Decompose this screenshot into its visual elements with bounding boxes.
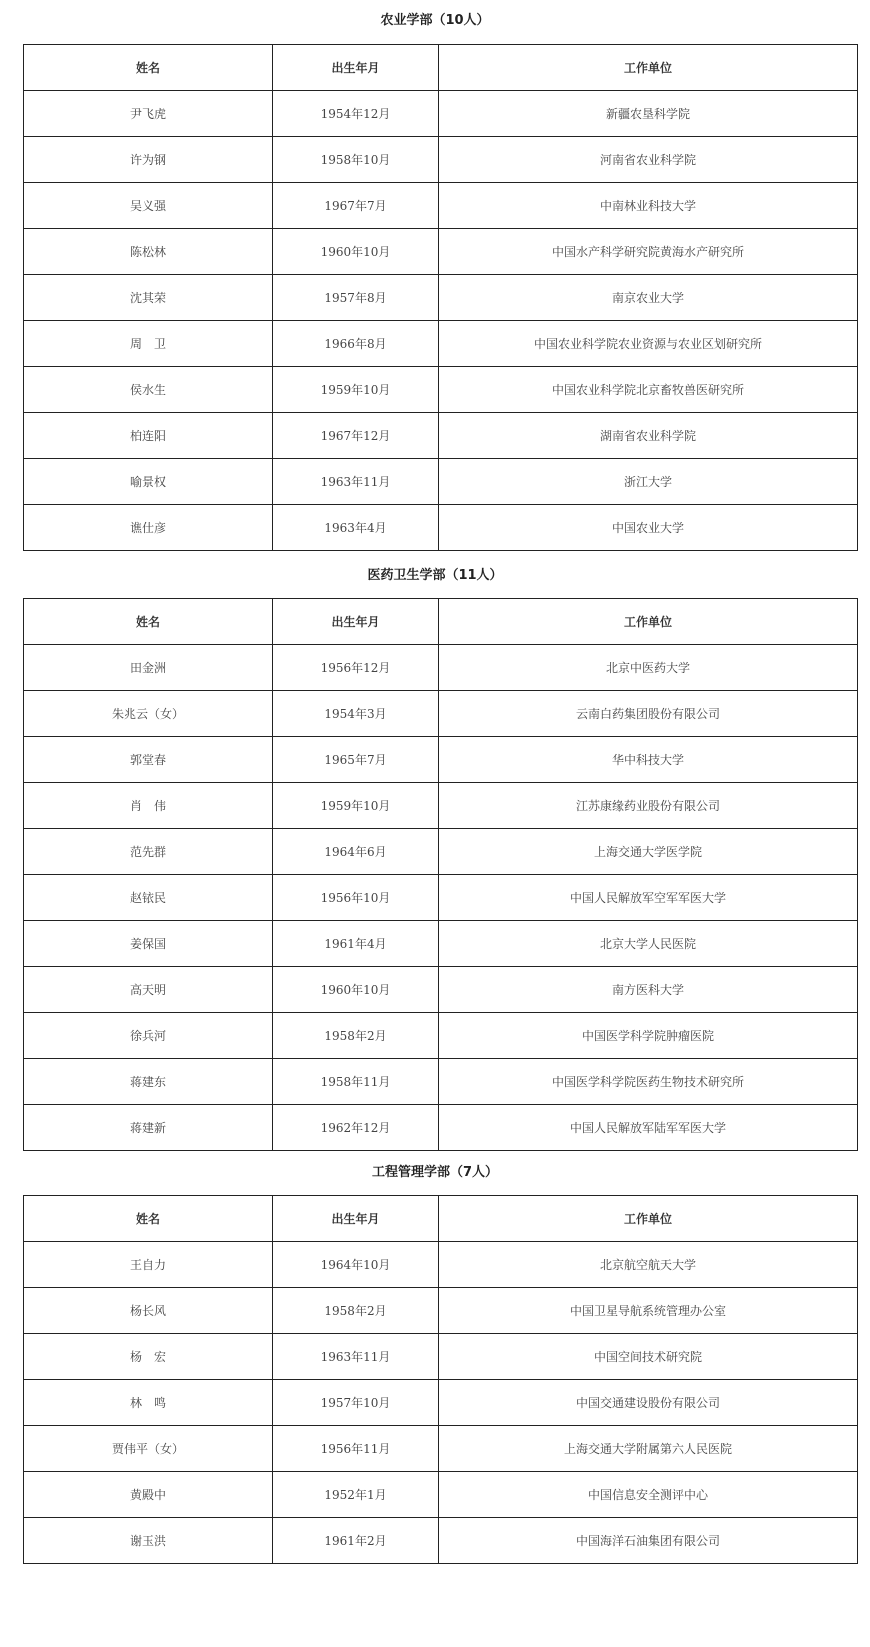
member-name: 谯仕彦 — [24, 505, 273, 551]
table-row — [24, 413, 858, 459]
table-row — [24, 1105, 858, 1151]
member-name: 林 鸣 — [24, 1380, 273, 1426]
table-row — [24, 229, 858, 275]
member-birth-date: 1961年2月 — [273, 1518, 439, 1564]
member-birth-date: 1964年6月 — [273, 829, 439, 875]
table-row — [24, 1013, 858, 1059]
member-name: 徐兵河 — [24, 1013, 273, 1059]
member-work-unit: 中国人民解放军陆军军医大学 — [439, 1105, 858, 1151]
table-row — [24, 1472, 858, 1518]
member-work-unit: 北京中医药大学 — [439, 645, 858, 691]
member-work-unit: 中国水产科学研究院黄海水产研究所 — [439, 229, 858, 275]
member-birth-date: 1956年12月 — [273, 645, 439, 691]
table-row — [24, 459, 858, 505]
member-name: 杨 宏 — [24, 1334, 273, 1380]
member-name: 周 卫 — [24, 321, 273, 367]
table-row — [24, 1426, 858, 1472]
member-work-unit: 中国农业科学院农业资源与农业区划研究所 — [439, 321, 858, 367]
table-row — [24, 1288, 858, 1334]
member-name: 王自力 — [24, 1242, 273, 1288]
table-row — [24, 1518, 858, 1564]
member-work-unit: 中国人民解放军空军军医大学 — [439, 875, 858, 921]
member-name: 柏连阳 — [24, 413, 273, 459]
member-name: 田金洲 — [24, 645, 273, 691]
table-header-row — [24, 599, 858, 645]
member-birth-date: 1957年8月 — [273, 275, 439, 321]
member-name: 喻景权 — [24, 459, 273, 505]
member-birth-date: 1961年4月 — [273, 921, 439, 967]
member-birth-date: 1958年2月 — [273, 1288, 439, 1334]
member-work-unit: 中国空间技术研究院 — [439, 1334, 858, 1380]
member-birth-date: 1965年7月 — [273, 737, 439, 783]
member-birth-date: 1958年10月 — [273, 137, 439, 183]
member-work-unit: 上海交通大学医学院 — [439, 829, 858, 875]
member-work-unit: 中南林业科技大学 — [439, 183, 858, 229]
member-birth-date: 1954年12月 — [273, 91, 439, 137]
member-work-unit: 华中科技大学 — [439, 737, 858, 783]
members-table-medicine — [23, 598, 858, 1151]
member-birth-date: 1967年7月 — [273, 183, 439, 229]
member-birth-date: 1963年11月 — [273, 459, 439, 505]
member-name: 肖 伟 — [24, 783, 273, 829]
member-work-unit: 江苏康缘药业股份有限公司 — [439, 783, 858, 829]
table-row — [24, 967, 858, 1013]
member-birth-date: 1959年10月 — [273, 783, 439, 829]
member-work-unit: 上海交通大学附属第六人民医院 — [439, 1426, 858, 1472]
member-birth-date: 1952年1月 — [273, 1472, 439, 1518]
member-birth-date: 1960年10月 — [273, 967, 439, 1013]
table-header-row — [24, 45, 858, 91]
table-row — [24, 91, 858, 137]
table-row — [24, 829, 858, 875]
member-name: 高天明 — [24, 967, 273, 1013]
table-row — [24, 137, 858, 183]
header-work-unit: 工作单位 — [439, 1196, 858, 1242]
member-birth-date: 1956年11月 — [273, 1426, 439, 1472]
table-row — [24, 1380, 858, 1426]
table-row — [24, 645, 858, 691]
member-name: 姜保国 — [24, 921, 273, 967]
member-work-unit: 湖南省农业科学院 — [439, 413, 858, 459]
table-row — [24, 875, 858, 921]
member-birth-date: 1962年12月 — [273, 1105, 439, 1151]
member-name: 赵铱民 — [24, 875, 273, 921]
member-work-unit: 中国海洋石油集团有限公司 — [439, 1518, 858, 1564]
members-table-engineering-management — [23, 1195, 858, 1564]
member-birth-date: 1963年11月 — [273, 1334, 439, 1380]
member-name: 杨长风 — [24, 1288, 273, 1334]
table-row — [24, 737, 858, 783]
member-name: 许为钢 — [24, 137, 273, 183]
member-work-unit: 中国交通建设股份有限公司 — [439, 1380, 858, 1426]
member-work-unit: 新疆农垦科学院 — [439, 91, 858, 137]
member-work-unit: 中国医学科学院肿瘤医院 — [439, 1013, 858, 1059]
header-work-unit: 工作单位 — [439, 599, 858, 645]
member-name: 范先群 — [24, 829, 273, 875]
members-table-agriculture — [23, 44, 858, 551]
table-row — [24, 921, 858, 967]
member-work-unit: 中国农业科学院北京畜牧兽医研究所 — [439, 367, 858, 413]
member-work-unit: 中国农业大学 — [439, 505, 858, 551]
member-name: 吴义强 — [24, 183, 273, 229]
member-name: 黄殿中 — [24, 1472, 273, 1518]
member-birth-date: 1956年10月 — [273, 875, 439, 921]
section-title-agriculture: 农业学部（10人） — [380, 13, 490, 28]
table-row — [24, 1334, 858, 1380]
header-name: 姓名 — [24, 45, 273, 91]
table-row — [24, 183, 858, 229]
member-work-unit: 南方医科大学 — [439, 967, 858, 1013]
member-birth-date: 1966年8月 — [273, 321, 439, 367]
member-name: 朱兆云（女） — [24, 691, 273, 737]
header-name: 姓名 — [24, 599, 273, 645]
section-title-engineering-management: 工程管理学部（7人） — [371, 1165, 499, 1180]
header-birth-date: 出生年月 — [273, 45, 439, 91]
member-birth-date: 1954年3月 — [273, 691, 439, 737]
member-name: 贾伟平（女） — [24, 1426, 273, 1472]
member-name: 谢玉洪 — [24, 1518, 273, 1564]
member-work-unit: 中国卫星导航系统管理办公室 — [439, 1288, 858, 1334]
table-header-row — [24, 1196, 858, 1242]
member-birth-date: 1964年10月 — [273, 1242, 439, 1288]
table-row — [24, 505, 858, 551]
member-birth-date: 1958年11月 — [273, 1059, 439, 1105]
member-work-unit: 北京航空航天大学 — [439, 1242, 858, 1288]
table-row — [24, 367, 858, 413]
member-name: 尹飞虎 — [24, 91, 273, 137]
member-birth-date: 1957年10月 — [273, 1380, 439, 1426]
table-row — [24, 275, 858, 321]
member-work-unit: 中国医学科学院医药生物技术研究所 — [439, 1059, 858, 1105]
member-birth-date: 1959年10月 — [273, 367, 439, 413]
member-name: 蒋建新 — [24, 1105, 273, 1151]
member-name: 蒋建东 — [24, 1059, 273, 1105]
header-birth-date: 出生年月 — [273, 599, 439, 645]
table-row — [24, 1242, 858, 1288]
table-row — [24, 783, 858, 829]
header-name: 姓名 — [24, 1196, 273, 1242]
member-name: 侯水生 — [24, 367, 273, 413]
member-birth-date: 1958年2月 — [273, 1013, 439, 1059]
member-birth-date: 1967年12月 — [273, 413, 439, 459]
member-name: 陈松林 — [24, 229, 273, 275]
member-work-unit: 河南省农业科学院 — [439, 137, 858, 183]
member-birth-date: 1960年10月 — [273, 229, 439, 275]
header-work-unit: 工作单位 — [439, 45, 858, 91]
member-work-unit: 南京农业大学 — [439, 275, 858, 321]
member-name: 沈其荣 — [24, 275, 273, 321]
member-birth-date: 1963年4月 — [273, 505, 439, 551]
section-title-medicine: 医药卫生学部（11人） — [367, 568, 503, 583]
member-name: 郭堂春 — [24, 737, 273, 783]
member-work-unit: 浙江大学 — [439, 459, 858, 505]
member-work-unit: 中国信息安全测评中心 — [439, 1472, 858, 1518]
header-birth-date: 出生年月 — [273, 1196, 439, 1242]
member-work-unit: 云南白药集团股份有限公司 — [439, 691, 858, 737]
table-row — [24, 321, 858, 367]
member-work-unit: 北京大学人民医院 — [439, 921, 858, 967]
table-row — [24, 691, 858, 737]
table-row — [24, 1059, 858, 1105]
